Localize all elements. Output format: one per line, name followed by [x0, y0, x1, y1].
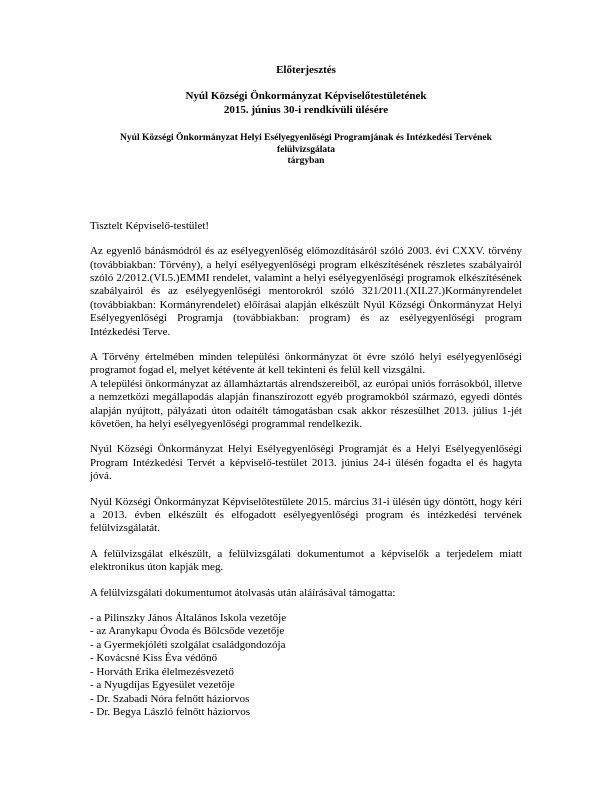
salutation: Tisztelt Képviselő-testület! — [90, 219, 210, 232]
body-paragraph: A Törvény értelmében minden települési önkormányzat öt évre szóló helyi esélyegyenlőségi programot fogad el, melyet kétévente át kell tekinteni és felül kell vizsgálni. — [90, 350, 522, 377]
subject-line: felülvizsgálata — [276, 144, 336, 155]
signer-item: - Kovácsné Kiss Éva védőnő — [90, 652, 218, 665]
body-paragraph: A települési önkormányzat az államháztartás alrendszereiből, az európai uniós forrásokból, illetve a nemzetközi megállapodás alapján finanszírozott egyéb programokból származó, egyedi döntés alapján nyújtott, pályázati úton odaítélt támogatásban csak akkor részesülhet 2013. július 1-jét követően, ha helyi esélyegyenlőségi programmal rendelkezik. — [90, 377, 522, 430]
signers-list — [90, 612, 522, 719]
signer-item: - a Gyermekjóléti szolgálat családgondozója — [90, 638, 286, 651]
signer-item: - a Nyugdíjas Egyesület vezetője — [90, 679, 235, 692]
body-paragraph: A felülvizsgálat elkészült, a felülvizsgálati dokumentumot a képviselők a terjedelem miatt elektronikus úton kapják meg. — [90, 547, 522, 574]
page-title: Előterjesztés — [276, 64, 336, 76]
addressee-line: Nyúl Községi Önkormányzat Képviselőtestületének — [185, 90, 427, 103]
addressee-block — [90, 90, 522, 117]
body-paragraph: Az egyenlő bánásmódról és az esélyegyenlőség előmozdításáról szóló 2003. évi CXXV. törvény (továbbiakban: Törvény), a helyi esélyegyenlőségi program elkészítésének részletes szabályairól szóló 2/2012.(VI.5.)EMMI rendelet, valamint a helyi esélyegyenlőségi programok elkészítésének szabályairól és az esélyegyenlőségi mentorokról szóló 321/2011.(XII.27.)Kormányrendelet (továbbiakban: Kormányrendelet) előírásai alapján elkészült Nyúl Községi Önkormányzat Helyi Esélyegyenlőségi Programja (továbbiakban: program) és az esélyegyenlőségi program Intézkedési Terve. — [90, 245, 522, 338]
signer-item: - Horváth Erika élelmezésvezető — [90, 665, 234, 678]
subject-block — [90, 133, 522, 168]
subject-line: Nyúl Községi Önkormányzat Helyi Esélyegyenlőségi Programjának és Intézkedési Tervének — [120, 133, 492, 144]
document-body — [90, 245, 522, 600]
signer-item: - a Pilinszky János Általános Iskola vezetője — [90, 612, 287, 625]
body-paragraph: Nyúl Községi Önkormányzat Képviselőtestülete 2015. március 31-i ülésén úgy döntött, hogy kéri a 2013. évben elkészült és elfogadott esélyegyenlőségi program és intézkedési tervének felülvizsgálatát. — [90, 495, 522, 535]
signer-item: - Dr. Szabadi Nóra felnőtt háziorvos — [90, 692, 250, 705]
subject-line: tárgyban — [287, 156, 325, 167]
signer-item: - Dr. Begya László felnőtt háziorvos — [90, 705, 251, 718]
body-paragraph: Nyúl Községi Önkormányzat Helyi Esélyegyenlőségi Programját és a Helyi Esélyegyenlőségi Program Intézkedési Tervét a képviselő-testület 2013. június 24-i ülésén fogadta el és hagyta jóvá. — [90, 443, 522, 483]
signer-item: - az Aranykapu Óvoda és Bölcsőde vezetője — [90, 625, 285, 638]
addressee-line: 2015. június 30-i rendkívüli ülésére — [223, 103, 389, 116]
body-paragraph: A felülvizsgálati dokumentumot átolvasás után aláírásával támogatta: — [90, 586, 396, 599]
